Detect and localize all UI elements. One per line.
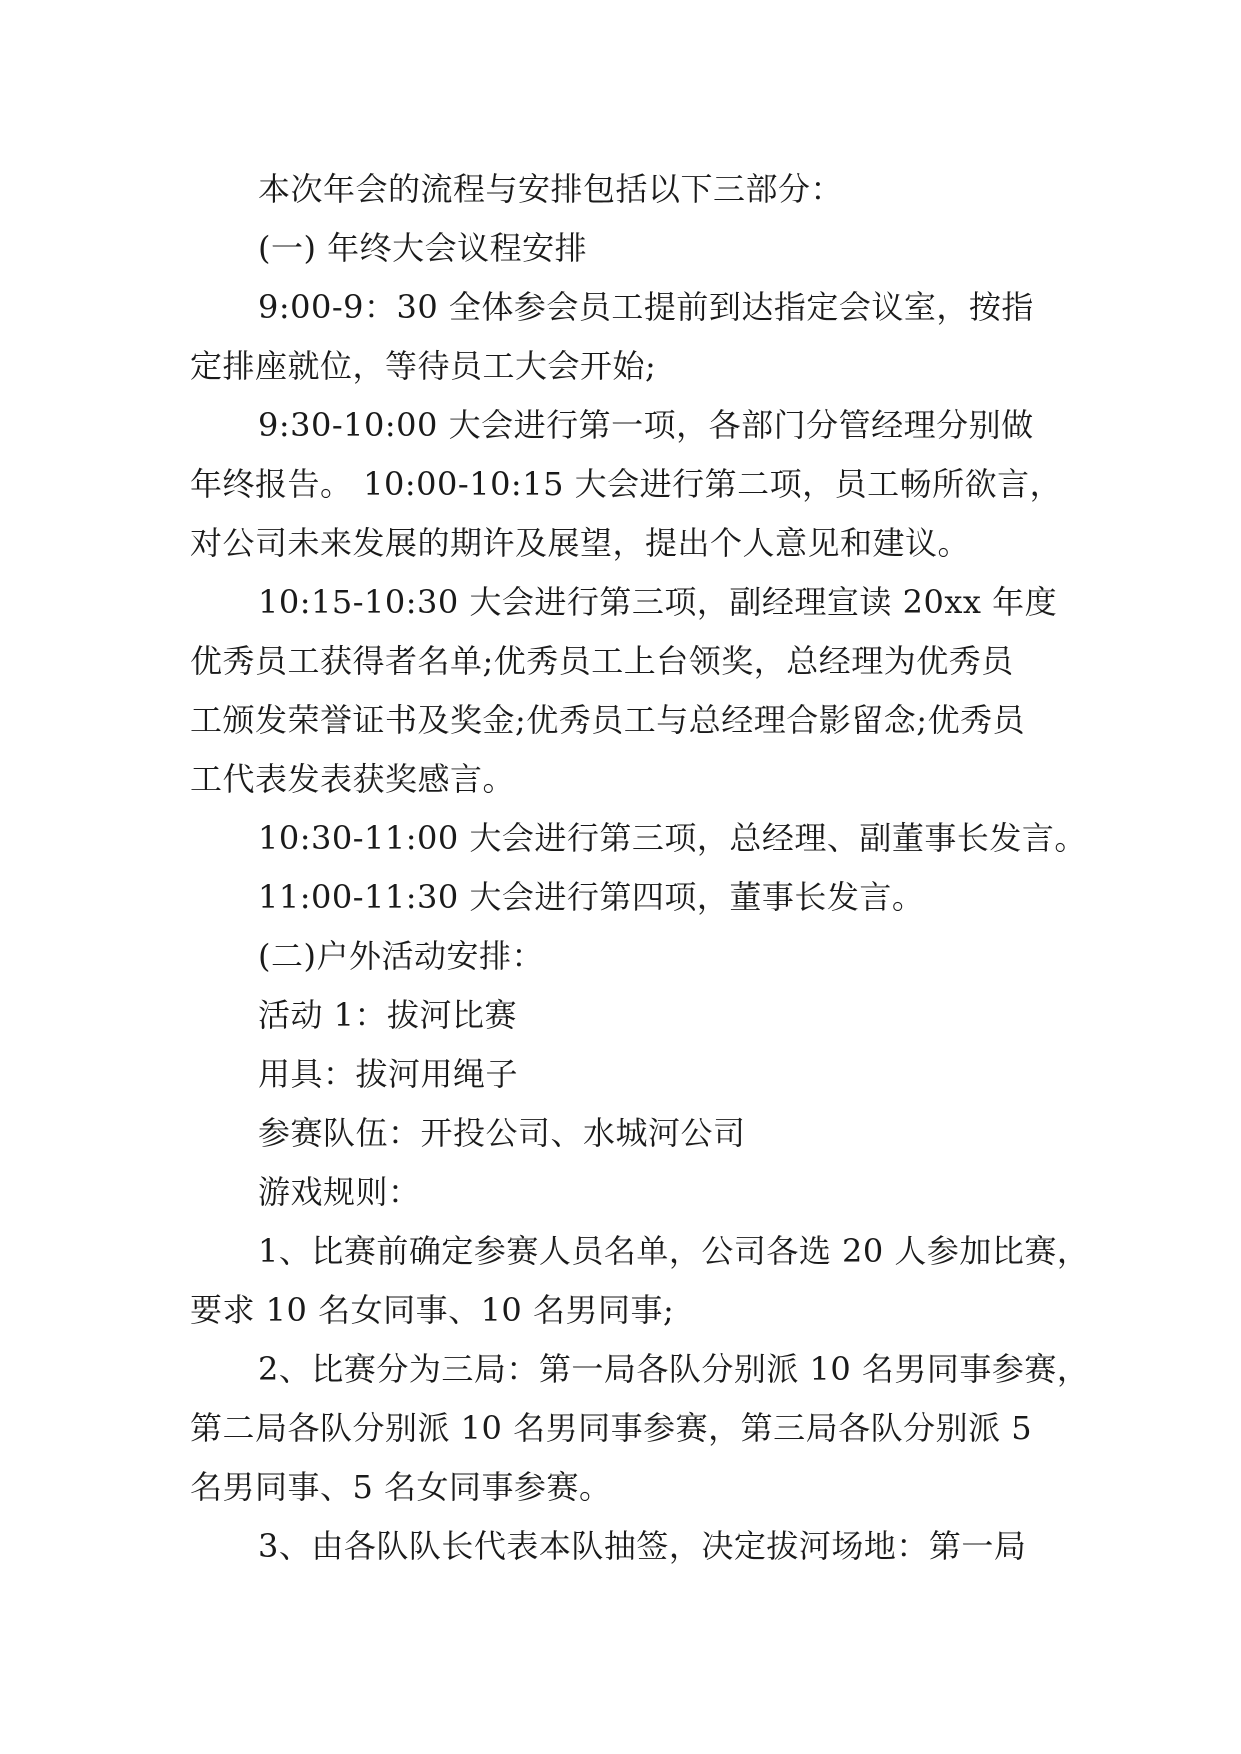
section-heading: (一) 年终大会议程安排 — [258, 229, 588, 267]
text-line: 9:00-9：30 全体参会员工提前到达指定会议室，按指 — [258, 288, 1034, 326]
text-line: 3、由各队队长代表本队抽签，决定拔河场地：第一局 — [258, 1527, 1027, 1565]
text-line: 本次年会的流程与安排包括以下三部分： — [258, 170, 844, 208]
text-line: 9:30-10:00 大会进行第一项，各部门分管经理分别做 — [258, 406, 1034, 444]
document-body — [190, 160, 1090, 1576]
text-line: 工颁发荣誉证书及奖金;优秀员工与总经理合影留念;优秀员 — [190, 701, 1026, 739]
text-line: 名男同事、5 名女同事参赛。 — [190, 1468, 612, 1506]
text-line: 10:30-11:00 大会进行第三项，总经理、副董事长发言。 — [258, 819, 1087, 857]
text-line: 年终报告。 10:00-10:15 大会进行第二项，员工畅所欲言， — [190, 465, 1063, 503]
text-line: 第二局各队分别派 10 名男同事参赛，第三局各队分别派 5 — [190, 1409, 1033, 1447]
text-line: 1、比赛前确定参赛人员名单，公司各选 20 人参加比赛， — [258, 1232, 1090, 1270]
text-line: 工代表发表获奖感言。 — [190, 760, 516, 798]
section-heading: (二)户外活动安排： — [258, 937, 544, 975]
text-line: 2、比赛分为三局：第一局各队分别派 10 名男同事参赛， — [258, 1350, 1090, 1388]
text-line: 活动 1：拔河比赛 — [258, 996, 518, 1034]
text-line: 优秀员工获得者名单;优秀员工上台领奖，总经理为优秀员 — [190, 642, 1014, 680]
text-line: 用具：拔河用绳子 — [258, 1055, 519, 1093]
text-line: 10:15-10:30 大会进行第三项，副经理宣读 20xx 年度 — [258, 583, 1058, 621]
text-line: 对公司未来发展的期许及展望，提出个人意见和建议。 — [190, 524, 971, 562]
text-line: 要求 10 名女同事、10 名男同事; — [190, 1291, 675, 1329]
text-line: 游戏规则： — [258, 1173, 421, 1211]
text-line: 定排座就位，等待员工大会开始; — [190, 347, 657, 385]
text-line: 参赛队伍：开投公司、水城河公司 — [258, 1114, 746, 1152]
text-line: 11:00-11:30 大会进行第四项，董事长发言。 — [258, 878, 925, 916]
